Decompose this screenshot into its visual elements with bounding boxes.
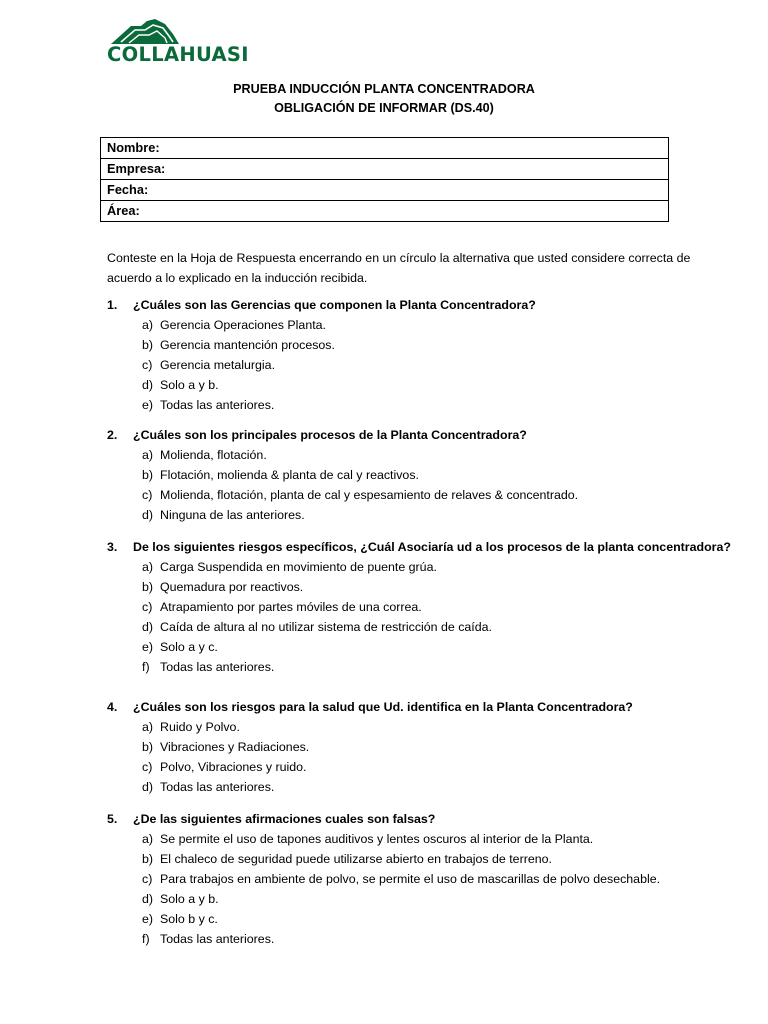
option-letter: b) — [142, 580, 154, 594]
question-number: 3. — [107, 540, 118, 554]
option-text: Todas las anteriores. — [160, 780, 275, 794]
option-letter: a) — [142, 560, 154, 574]
option-letter: f) — [142, 932, 150, 946]
answer-option — [107, 777, 727, 797]
option-letter: e) — [142, 398, 154, 412]
option-letter: d) — [142, 780, 154, 794]
option-letter: b) — [142, 338, 154, 352]
question-1 — [107, 295, 727, 415]
option-letter: d) — [142, 378, 154, 392]
answer-option — [107, 869, 727, 889]
question-text: ¿Cuáles son los riesgos para la salud que Ud. identifica en la Planta Concentradora? — [133, 700, 633, 714]
option-text: Quemadura por reactivos. — [160, 580, 304, 594]
option-letter: d) — [142, 620, 154, 634]
option-text: Gerencia mantención procesos. — [160, 338, 335, 352]
option-letter: c) — [142, 358, 153, 372]
option-text: Todas las anteriores. — [160, 398, 275, 412]
option-text: Solo b y c. — [160, 912, 218, 926]
document-subtitle: OBLIGACIÓN DE INFORMAR (DS.40) — [274, 101, 494, 115]
answer-option — [107, 505, 727, 525]
option-letter: c) — [142, 488, 153, 502]
answer-option — [107, 445, 727, 465]
option-text: Todas las anteriores. — [160, 660, 275, 674]
option-letter: b) — [142, 852, 154, 866]
answer-option — [107, 597, 727, 617]
option-letter: b) — [142, 740, 154, 754]
answer-option — [107, 909, 727, 929]
option-letter: a) — [142, 448, 154, 462]
instructions-line: Conteste en la Hoja de Respuesta encerrando en un círculo la alternativa que usted considere correcta de — [107, 251, 691, 265]
document-title: PRUEBA INDUCCIÓN PLANTA CONCENTRADORA — [233, 82, 535, 96]
form-field-label: Fecha: — [101, 180, 669, 201]
answer-option — [107, 657, 727, 677]
option-text: Gerencia metalurgia. — [160, 358, 276, 372]
question-text: ¿Cuáles son los principales procesos de la Planta Concentradora? — [133, 428, 527, 442]
option-letter: e) — [142, 912, 154, 926]
logo-wordmark: COLLAHUASI — [107, 43, 249, 66]
option-letter: b) — [142, 468, 154, 482]
answer-option — [107, 849, 727, 869]
option-text: Solo a y c. — [160, 640, 218, 654]
question-heading — [107, 425, 727, 445]
option-text: Todas las anteriores. — [160, 932, 275, 946]
question-4 — [107, 697, 727, 797]
answer-option — [107, 757, 727, 777]
option-letter: e) — [142, 640, 154, 654]
question-heading — [107, 295, 727, 315]
answer-option — [107, 375, 727, 395]
option-text: Gerencia Operaciones Planta. — [160, 318, 326, 332]
form-row-area — [101, 201, 669, 222]
option-letter: c) — [142, 600, 153, 614]
answer-option — [107, 335, 727, 355]
option-text: Polvo, Vibraciones y ruido. — [160, 760, 307, 774]
option-letter: c) — [142, 760, 153, 774]
question-heading — [107, 697, 727, 717]
option-text: Molienda, flotación, planta de cal y espesamiento de relaves & concentrado. — [160, 488, 579, 502]
question-5 — [107, 809, 727, 949]
answer-option — [107, 485, 727, 505]
question-2 — [107, 425, 727, 525]
question-3 — [107, 537, 731, 677]
option-text: Para trabajos en ambiente de polvo, se permite el uso de mascarillas de polvo desechable. — [160, 872, 661, 886]
question-number: 2. — [107, 428, 118, 442]
answer-option — [107, 829, 727, 849]
option-text: Vibraciones y Radiaciones. — [160, 740, 310, 754]
company-logo — [107, 16, 272, 66]
answer-option — [107, 355, 727, 375]
option-letter: c) — [142, 872, 153, 886]
answer-option — [107, 617, 727, 637]
answer-option — [107, 737, 727, 757]
form-row-nombre — [101, 138, 669, 159]
question-text: De los siguientes riesgos específicos, ¿Cuál Asociaría ud a los procesos de la planta concentradora? — [133, 540, 731, 554]
answer-option — [107, 577, 727, 597]
answer-option — [107, 929, 727, 949]
form-row-empresa — [101, 159, 669, 180]
form-row-fecha — [101, 180, 669, 201]
answer-option — [107, 315, 727, 335]
question-heading — [107, 537, 731, 557]
answer-option — [107, 717, 727, 737]
question-text: ¿De las siguientes afirmaciones cuales son falsas? — [133, 812, 436, 826]
option-text: Solo a y b. — [160, 892, 219, 906]
answer-option — [107, 889, 727, 909]
instructions-line: acuerdo a lo explicado en la inducción recibida. — [107, 271, 368, 285]
question-text: ¿Cuáles son las Gerencias que componen la Planta Concentradora? — [133, 298, 536, 312]
option-text: Caída de altura al no utilizar sistema de restricción de caída. — [160, 620, 492, 634]
option-letter: a) — [142, 720, 154, 734]
option-letter: a) — [142, 318, 154, 332]
answer-option — [107, 557, 727, 577]
instructions — [107, 248, 717, 288]
answer-option — [107, 465, 727, 485]
option-text: Se permite el uso de tapones auditivos y lentes oscuros al interior de la Planta. — [160, 832, 594, 846]
mountain-logo-icon — [107, 16, 272, 46]
option-letter: a) — [142, 832, 154, 846]
option-text: Flotación, molienda & planta de cal y reactivos. — [160, 468, 419, 482]
option-text: Atrapamiento por partes móviles de una correa. — [160, 600, 422, 614]
question-heading — [107, 809, 727, 829]
form-field-label: Empresa: — [101, 159, 669, 180]
option-text: Molienda, flotación. — [160, 448, 267, 462]
form-field-label: Área: — [101, 201, 669, 222]
option-text: Ruido y Polvo. — [160, 720, 240, 734]
option-text: Ninguna de las anteriores. — [160, 508, 305, 522]
participant-info-table — [100, 137, 669, 222]
option-letter: d) — [142, 508, 154, 522]
question-number: 5. — [107, 812, 118, 826]
option-text: Carga Suspendida en movimiento de puente grúa. — [160, 560, 437, 574]
answer-option — [107, 395, 727, 415]
option-text: Solo a y b. — [160, 378, 219, 392]
answer-option — [107, 637, 727, 657]
question-number: 4. — [107, 700, 118, 714]
option-letter: f) — [142, 660, 150, 674]
question-number: 1. — [107, 298, 118, 312]
option-text: El chaleco de seguridad puede utilizarse abierto en trabajos de terreno. — [160, 852, 552, 866]
option-letter: d) — [142, 892, 154, 906]
form-field-label: Nombre: — [101, 138, 669, 159]
